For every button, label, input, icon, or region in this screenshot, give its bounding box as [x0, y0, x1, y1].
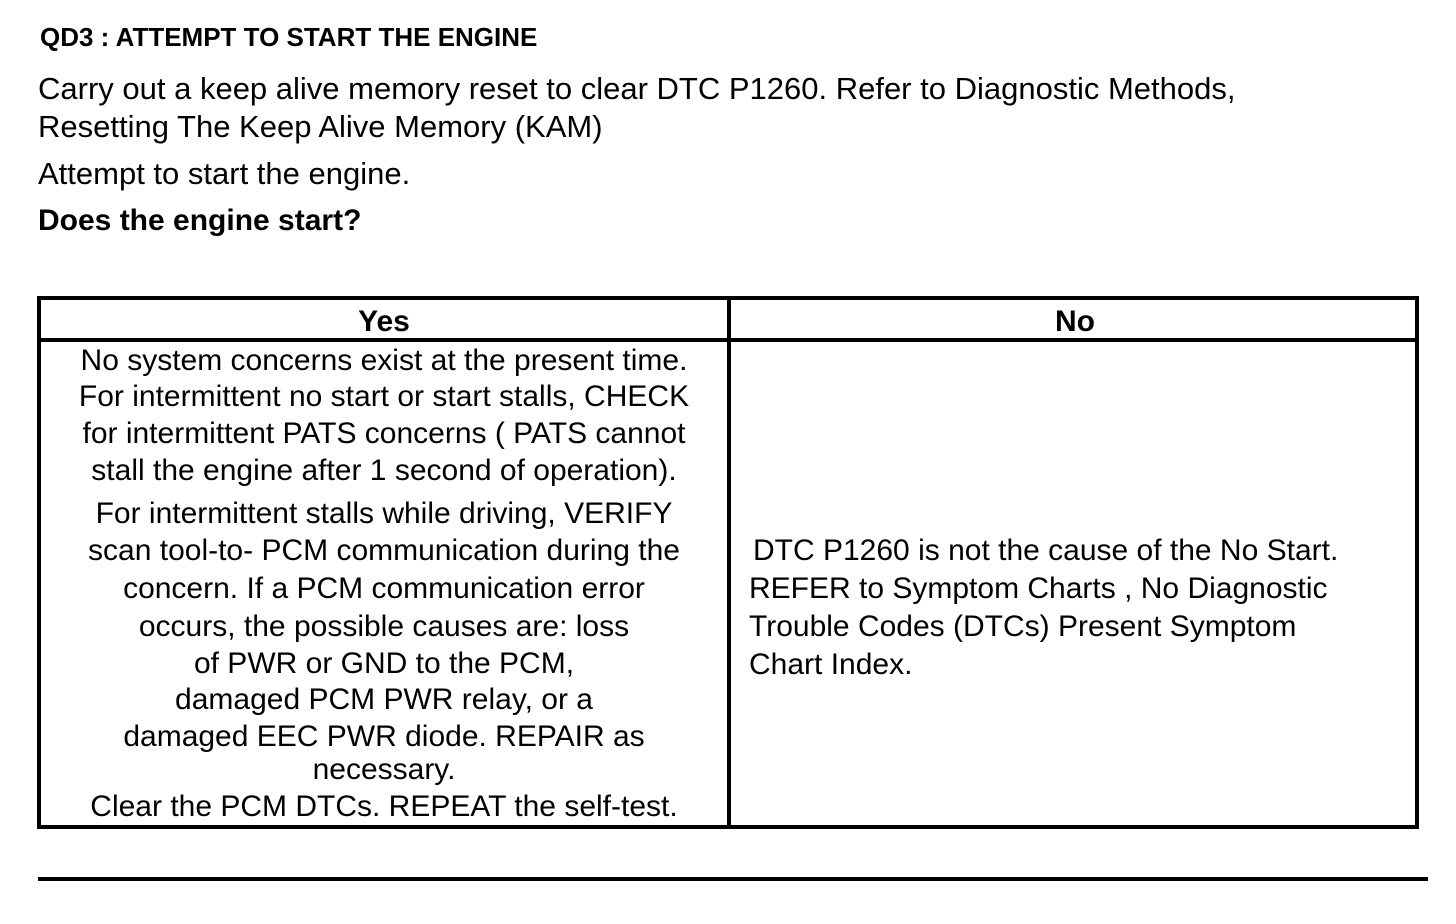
yes-line: scan tool-to- PCM communication during the	[88, 534, 680, 567]
section-heading: QD3 : ATTEMPT TO START THE ENGINE	[40, 22, 538, 52]
yes-line: For intermittent no start or start stalls, CHECK	[78, 380, 690, 413]
yes-line: damaged EEC PWR diode. REPAIR as	[123, 720, 645, 753]
no-cell	[749, 532, 1417, 684]
no-header: No	[1055, 305, 1095, 338]
yes-line: of PWR or GND to the PCM,	[193, 647, 575, 680]
question-text: Does the engine start?	[38, 204, 362, 237]
no-line: REFER to Symptom Charts , No Diagnostic	[749, 572, 1328, 605]
yes-line: occurs, the possible causes are: loss	[138, 610, 630, 643]
yes-line: concern. If a PCM communication error	[123, 572, 645, 605]
instruction-attempt: Attempt to start the engine.	[38, 156, 411, 191]
yes-cell	[41, 342, 727, 829]
bottom-rule	[38, 877, 1428, 881]
decision-table	[37, 296, 1419, 829]
yes-line: Clear the PCM DTCs. REPEAT the self-test.	[90, 790, 678, 823]
yes-header: Yes	[358, 305, 410, 338]
no-line: DTC P1260 is not the cause of the No Start.	[753, 534, 1339, 567]
yes-line: damaged PCM PWR relay, or a	[175, 683, 593, 716]
no-line: Trouble Codes (DTCs) Present Symptom	[749, 610, 1297, 643]
yes-line: for intermittent PATS concerns ( PATS cannot	[82, 417, 686, 450]
yes-line: stall the engine after 1 second of operation).	[91, 454, 677, 487]
yes-line: No system concerns exist at the present time.	[80, 344, 688, 377]
instruction-line-1: Carry out a keep alive memory reset to clear DTC P1260. Refer to Diagnostic Methods,	[38, 71, 1236, 106]
column-divider	[727, 300, 731, 825]
instruction-line-2: Resetting The Keep Alive Memory (KAM)	[38, 109, 603, 144]
no-line: Chart Index.	[749, 648, 913, 681]
yes-line: For intermittent stalls while driving, VERIFY	[95, 497, 673, 530]
instruction-paragraph	[38, 70, 1438, 146]
yes-line: necessary.	[312, 753, 456, 786]
